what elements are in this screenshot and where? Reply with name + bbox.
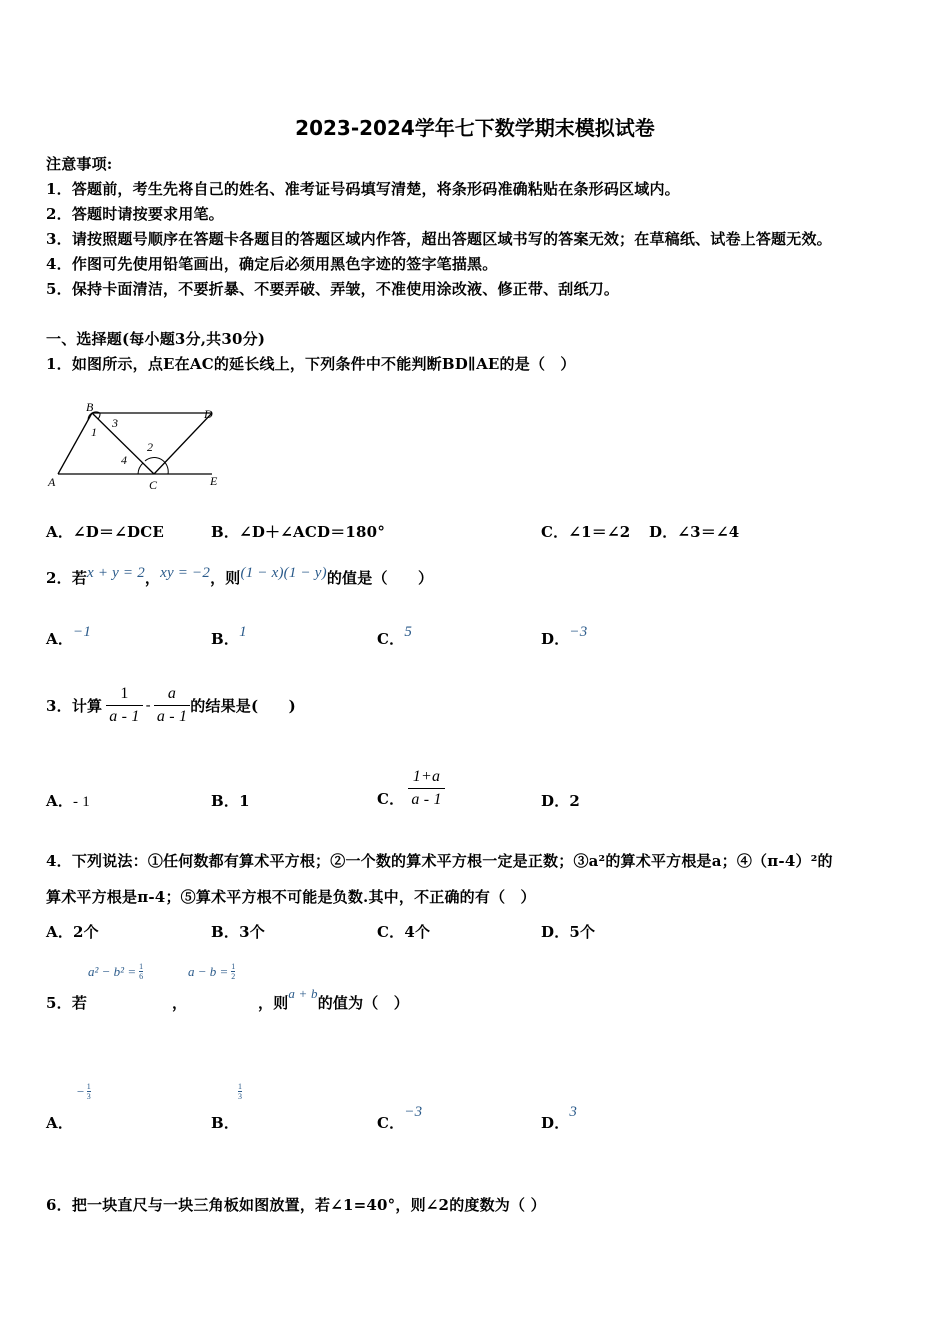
q3-minus: -: [145, 696, 151, 714]
q2-option-a: A．−1: [46, 624, 92, 648]
q6-stem: 6．把一块直尺与一块三角板如图放置，若∠1=40°，则∠2的度数为（ ）: [46, 1196, 546, 1214]
q5-pre: 5．若: [46, 994, 88, 1012]
q3-option-a: A．- 1: [46, 792, 90, 810]
q2-stem: [46, 567, 433, 588]
q5-expr2: a − b = $\frac{1}{2}$: [188, 962, 236, 981]
q3-pre: 3．计算: [46, 696, 103, 715]
notice-item-1: 1．答题前，考生先将自己的姓名、准考证号码填写清楚，将条形码准确粘贴在条形码区域内。: [46, 180, 680, 198]
fig-label-A: A: [48, 475, 56, 489]
fig-label-E: E: [210, 474, 218, 488]
notice-item-4: 4．作图可先使用铅笔画出，确定后必须用黑色字迹的签字笔描黑。: [46, 255, 498, 273]
q3-option-c: C． $\frac{1+a}{a - 1}$: [377, 764, 445, 812]
q4-line-2: 算术平方根是π-4；⑤算术平方根不可能是负数.其中，不正确的有（ ）: [46, 888, 536, 906]
q5-option-c: C．−3: [377, 1104, 423, 1132]
q4-option-d: D．5个: [541, 923, 596, 941]
q1-option-a: A．∠D＝∠DCE: [46, 523, 164, 541]
q1-figure: [44, 398, 234, 494]
q5-comma: ，: [172, 994, 188, 1012]
q5-option-a-value: − $\frac{1}{3}$: [76, 1082, 91, 1101]
q1-option-d: D．∠3＝∠4: [649, 523, 740, 541]
q4-line-1: 4．下列说法：①任何数都有算术平方根；②一个数的算术平方根一定是正数；③a²的算术平方根是a；④（π-4）²的: [46, 852, 833, 870]
q4-option-c: C．4个: [377, 923, 431, 941]
q1-stem: 1．如图所示，点E在AC的延长线上，下列条件中不能判断BD∥AE的是（ ）: [46, 355, 576, 373]
notice-item-5: 5．保持卡面清洁，不要折暴、不要弄破、弄皱，不准使用涂改液、修正带、刮纸刀。: [46, 280, 620, 298]
q5-expr1: a² − b² = $\frac{1}{6}$: [88, 962, 144, 981]
q5-option-b-value: 1 3: [238, 1082, 242, 1101]
q3-option-b: B．1: [211, 792, 250, 810]
q4-option-b: B．3个: [211, 923, 265, 941]
q2-pre: 2．若: [46, 569, 88, 587]
q5-option-d: D．3: [541, 1104, 578, 1132]
fig-label-C: C: [149, 478, 158, 492]
notice-heading: 注意事项:: [46, 155, 113, 173]
q5-option-a: A．: [46, 1114, 74, 1132]
q2-post: 的值是（ ）: [326, 569, 434, 587]
q2-comma: ，: [144, 569, 161, 587]
q2-option-d: D．−3: [541, 624, 588, 648]
page-title: 2023-2024学年七下数学期末模拟试卷: [295, 116, 655, 140]
q3-option-d: D．2: [541, 792, 581, 810]
q2-option-b: B．1: [211, 624, 247, 648]
fig-angle-3: 3: [112, 416, 118, 430]
q3-fraction-2: $\frac{a}{a - 1}$: [154, 685, 190, 726]
q2-mid: ，则: [210, 569, 241, 587]
fig-label-D: D: [204, 407, 213, 421]
q4-option-a: A．2个: [46, 923, 99, 941]
q2-expr1: x + y = 2: [87, 565, 145, 581]
q1-option-b: B．∠D＋∠ACD＝180°: [211, 523, 386, 541]
q1-option-c: C．∠1＝∠2: [541, 523, 631, 541]
fig-angle-2: 2: [147, 440, 153, 454]
notice-item-2: 2．答题时请按要求用笔。: [46, 205, 224, 223]
q5-option-b: B．: [211, 1114, 240, 1132]
q2-expr2: xy = −2: [160, 565, 211, 581]
q3-fraction-1: $\frac{1}{a - 1}$: [106, 685, 142, 726]
section-heading: 一、选择题(每小题3分,共30分): [46, 330, 266, 348]
notice-item-3: 3．请按照题号顺序在答题卡各题目的答题区域内作答，超出答题区域书写的答案无效；在草稿纸、试卷上答题无效。: [46, 230, 832, 248]
q5-then: ，则a + b的值为（ ）: [258, 986, 409, 1012]
q2-expr3: (1 − x)(1 − y): [240, 565, 327, 581]
q3-post: 的结果是( ): [190, 696, 296, 715]
q2-option-c: C．5: [377, 624, 413, 648]
fig-angle-4: 4: [121, 453, 127, 467]
fig-angle-1: 1: [91, 425, 97, 439]
fig-label-B: B: [86, 400, 94, 414]
q3-stem: [46, 680, 296, 730]
